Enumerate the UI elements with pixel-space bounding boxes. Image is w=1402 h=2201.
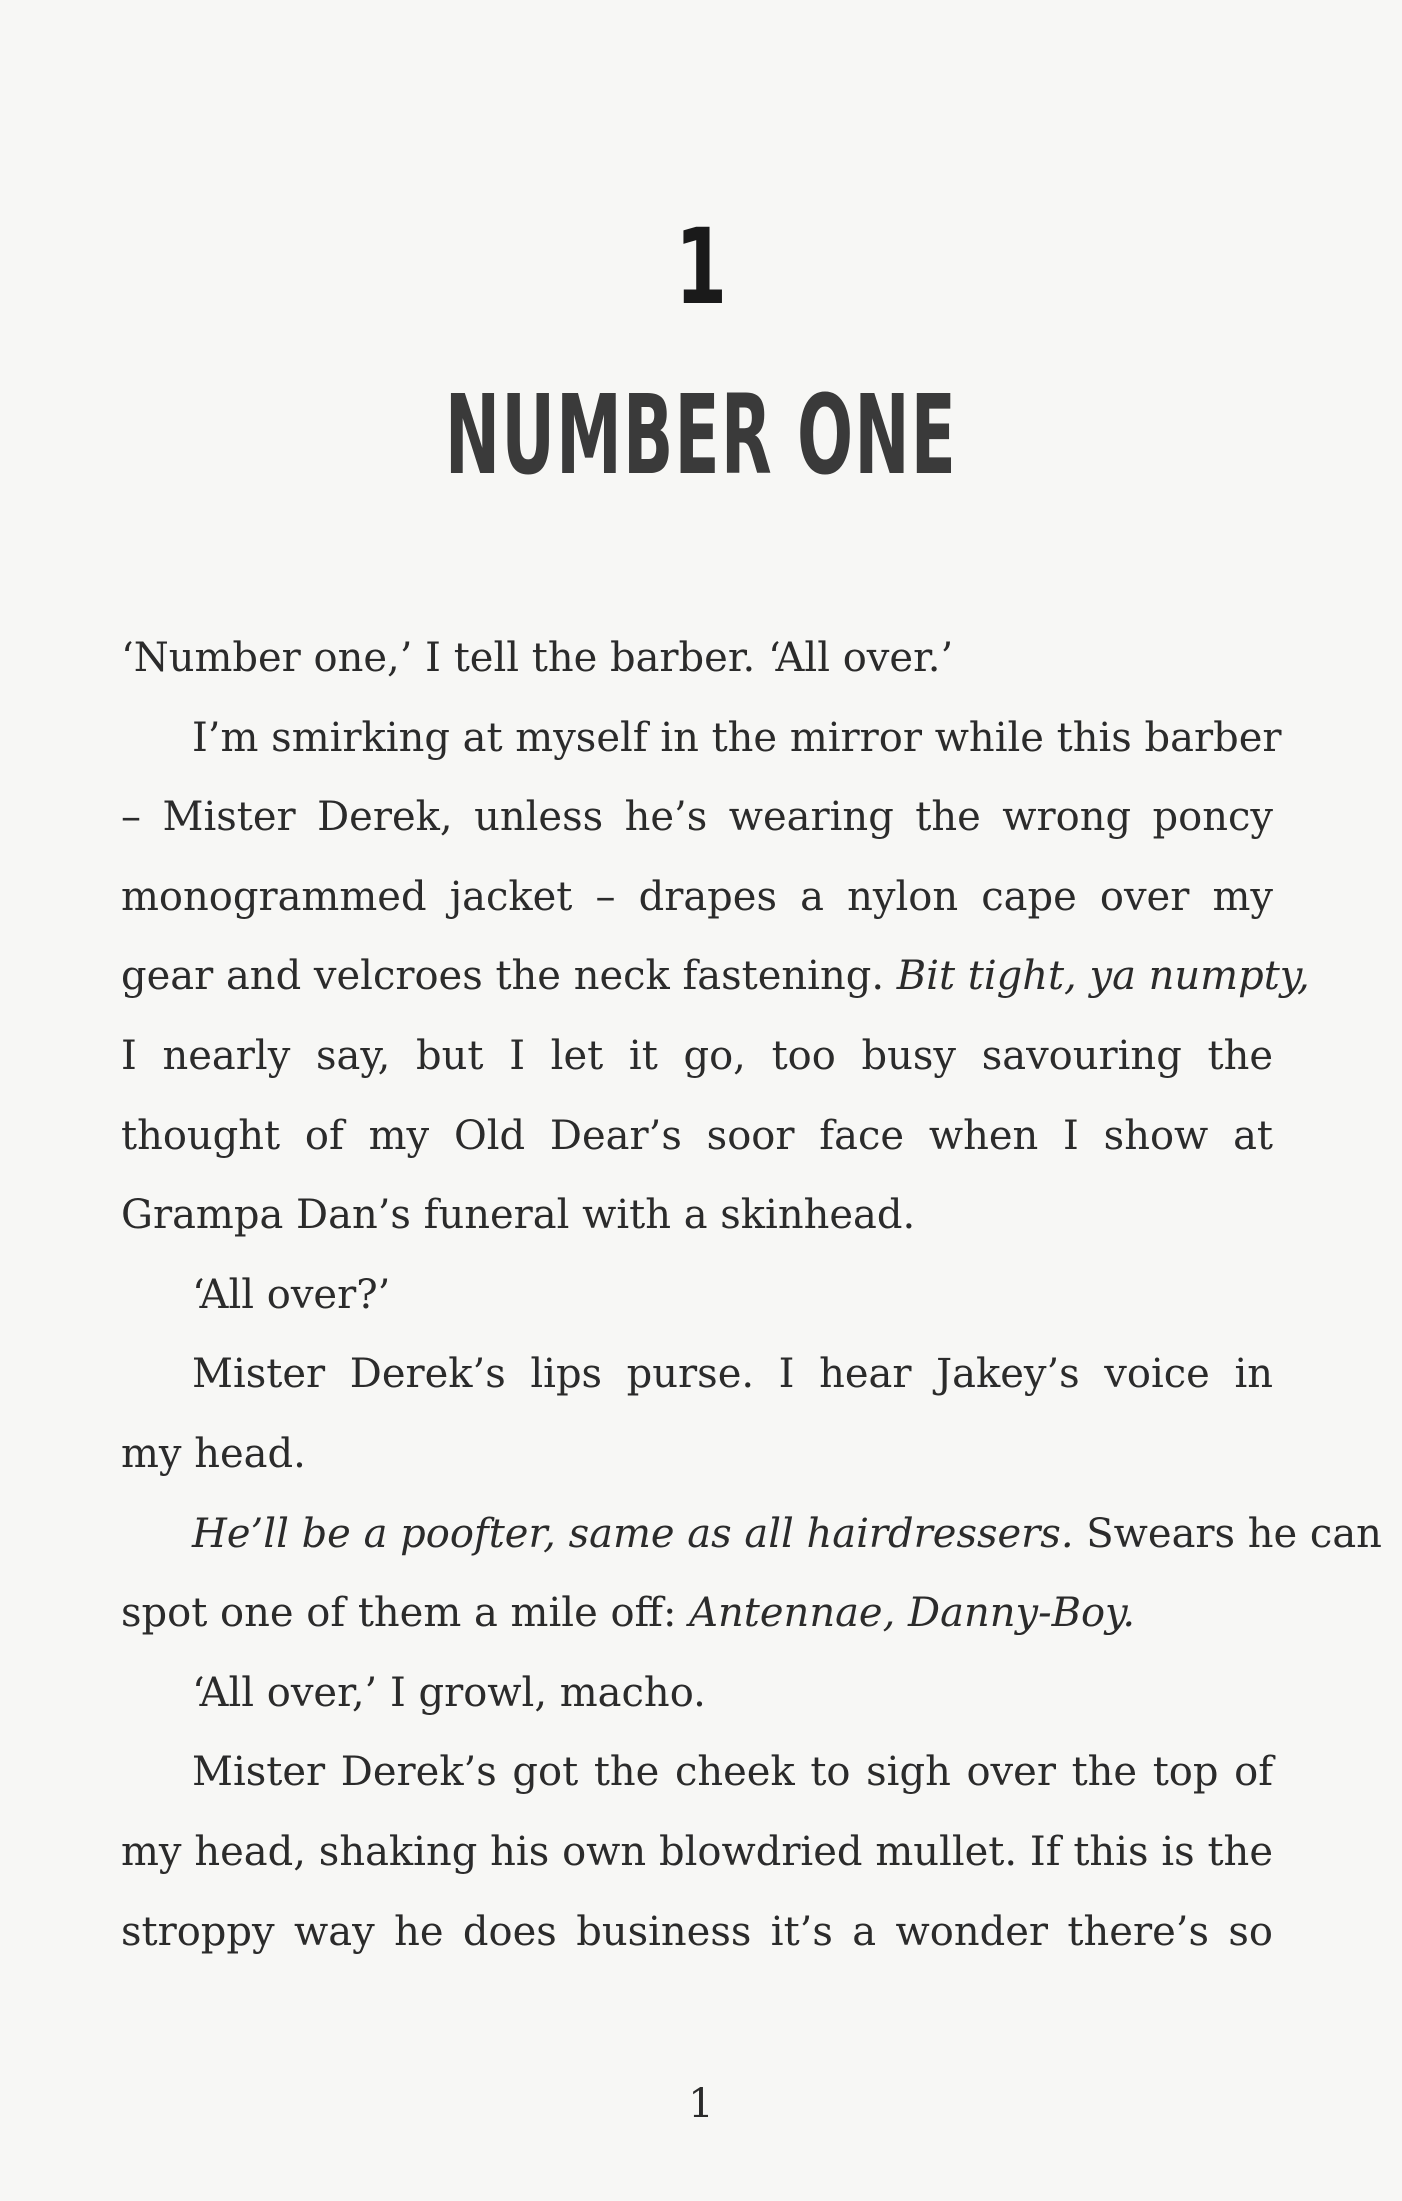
text-line (121, 1906, 1273, 1986)
italic-text-segment: He’ll be a poofter, same as all hairdressers. (192, 1510, 1074, 1557)
text-segment: my head. (121, 1430, 306, 1477)
text-segment: ‘All over,’ I growl, macho. (192, 1669, 706, 1716)
text-segment: ‘All over?’ (192, 1271, 391, 1318)
text-line (121, 632, 1273, 712)
text-line (121, 1508, 1382, 1588)
text-line (121, 1110, 1273, 1190)
text-segment: – Mister Derek, unless he’s wearing the wrong poncy (121, 794, 1273, 841)
page-number: 1 (688, 2081, 714, 2127)
text-segment: stroppy way he does business it’s a wonder there’s so (121, 1908, 1273, 1955)
text-segment: I nearly say, but I let it go, too busy savouring the (121, 1032, 1273, 1079)
text-segment: Mister Derek’s lips purse. I hear Jakey’s voice in (192, 1351, 1273, 1398)
text-segment: Grampa Dan’s funeral with a skinhead. (121, 1192, 916, 1239)
text-segment: Mister Derek’s got the cheek to sigh over the top of (192, 1749, 1273, 1796)
text-line (121, 950, 1310, 1030)
text-segment: spot one of them a mile off: (121, 1590, 690, 1637)
text-segment: monogrammed jacket – drapes a nylon cape over my (121, 873, 1273, 920)
text-line (121, 712, 1282, 792)
text-line (121, 871, 1273, 951)
text-line (121, 1189, 1273, 1269)
text-line (121, 791, 1273, 871)
text-line (121, 1428, 1273, 1508)
text-line (121, 1587, 1273, 1667)
text-segment: ‘Number one,’ I tell the barber. ‘All over.’ (121, 635, 954, 681)
text-segment: gear and velcroes the neck fastening. (121, 953, 897, 1000)
text-segment: my head, shaking his own blowdried mullet. If this is the (121, 1828, 1273, 1875)
text-line (121, 1269, 1273, 1349)
italic-text-segment: Bit tight, ya numpty, (896, 953, 1310, 1000)
text-segment: I’m smirking at myself in the mirror while this barber (192, 714, 1282, 761)
text-line (121, 1667, 1273, 1747)
italic-text-segment: Antennae, Danny-Boy. (689, 1590, 1136, 1637)
text-line (121, 1348, 1273, 1428)
text-segment: thought of my Old Dear’s soor face when I show at (121, 1112, 1273, 1159)
text-segment: Swears he can (1073, 1510, 1382, 1557)
text-line (121, 1746, 1273, 1826)
text-line (121, 1826, 1273, 1906)
body-text (121, 632, 1382, 1985)
text-line (121, 1030, 1273, 1110)
chapter-number: 1 (674, 206, 728, 328)
chapter-title: NUMBER ONE (444, 371, 958, 499)
